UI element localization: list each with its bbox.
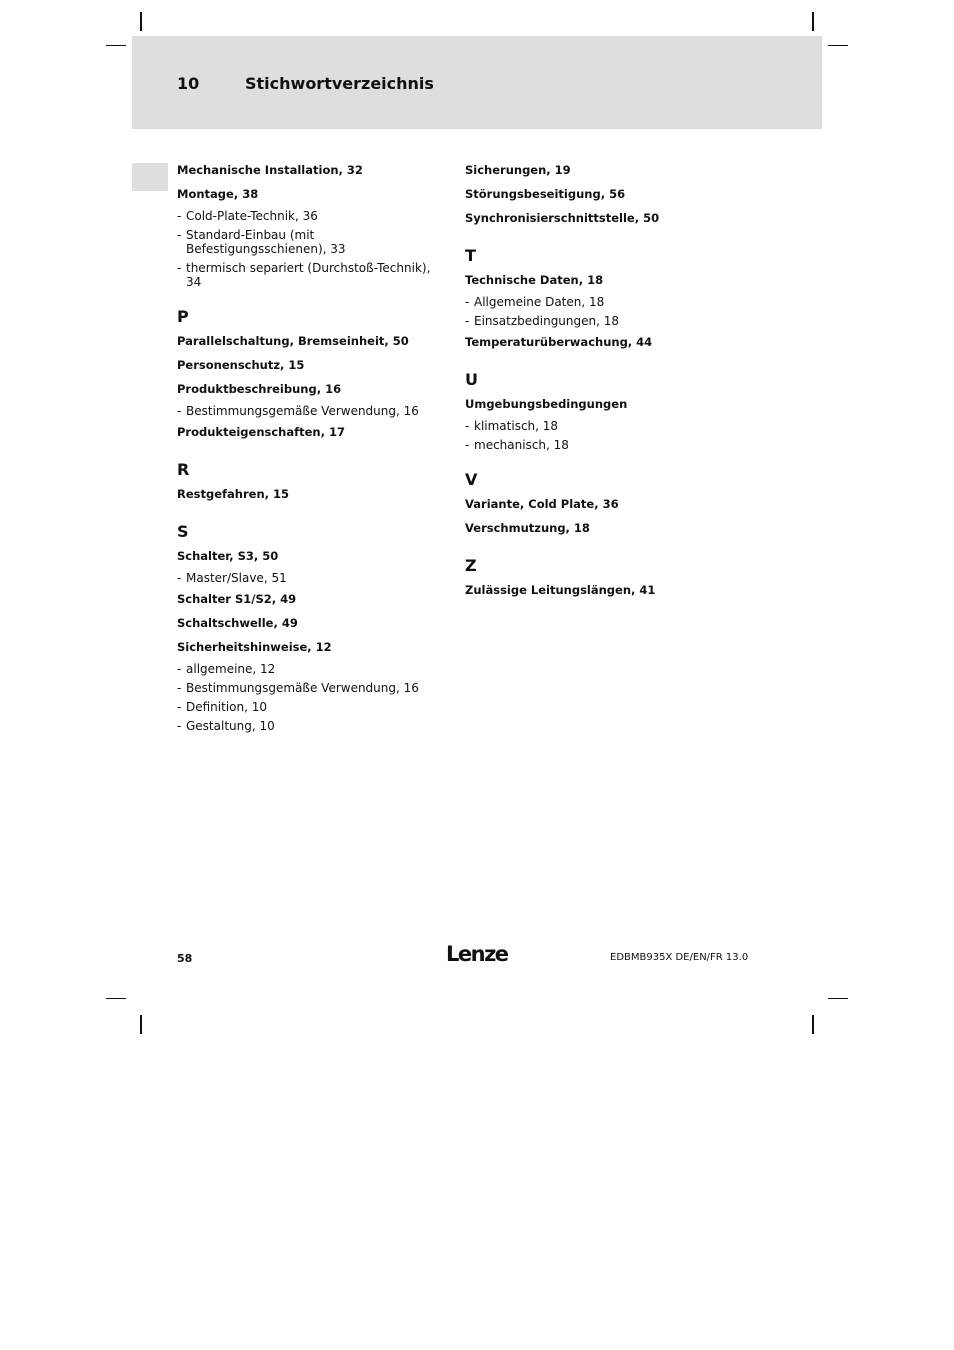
index-subentry: - Standard-Einbau (mit Befestigungsschienen), 33 (177, 228, 449, 256)
index-entry: Produktbeschreibung, 16 (177, 382, 342, 396)
index-subentry: - Bestimmungsgemäße Verwendung, 16 (177, 681, 449, 695)
index-letter-heading: P (177, 307, 189, 326)
section-tab-marker (132, 163, 168, 191)
index-letter-heading: U (465, 370, 478, 389)
index-entry: Personenschutz, 15 (177, 358, 305, 372)
crop-mark (812, 1015, 814, 1034)
index-letter-heading: T (465, 246, 476, 265)
index-subentry: - thermisch separiert (Durchstoß-Technik), 34 (177, 261, 449, 289)
page-number: 58 (177, 952, 193, 965)
index-letter-heading: Z (465, 556, 477, 575)
index-entry: Synchronisierschnittstelle, 50 (465, 211, 660, 225)
index-entry: Produkteigenschaften, 17 (177, 425, 345, 439)
index-subentry: - Gestaltung, 10 (177, 719, 449, 733)
crop-mark (140, 12, 142, 31)
header-band (132, 36, 822, 129)
index-entry: Montage, 38 (177, 187, 259, 201)
index-entry: Variante, Cold Plate, 36 (465, 497, 619, 511)
index-subentry: - mechanisch, 18 (465, 438, 737, 452)
index-subentry: - Cold-Plate-Technik, 36 (177, 209, 449, 223)
index-subentry: - Definition, 10 (177, 700, 449, 714)
index-letter-heading: V (465, 470, 478, 489)
index-subentry: - allgemeine, 12 (177, 662, 449, 676)
crop-mark (812, 12, 814, 31)
crop-mark (828, 45, 848, 46)
chapter-title: Stichwortverzeichnis (245, 74, 434, 93)
lenze-logo: Lenze (446, 942, 508, 966)
index-entry: Sicherheitshinweise, 12 (177, 640, 332, 654)
index-entry: Sicherungen, 19 (465, 163, 571, 177)
index-entry: Restgefahren, 15 (177, 487, 290, 501)
index-subentry: - Einsatzbedingungen, 18 (465, 314, 737, 328)
index-entry: Schaltschwelle, 49 (177, 616, 298, 630)
index-column-left (177, 161, 449, 738)
crop-mark (828, 998, 848, 999)
index-entry: Schalter S1/S2, 49 (177, 592, 297, 606)
index-entry: Schalter, S3, 50 (177, 549, 279, 563)
index-entry: Störungsbeseitigung, 56 (465, 187, 626, 201)
index-entry: Zulässige Leitungslängen, 41 (465, 583, 656, 597)
index-entry: Mechanische Installation, 32 (177, 163, 363, 177)
crop-mark (106, 45, 126, 46)
index-column-right (465, 161, 737, 605)
index-subentry: - klimatisch, 18 (465, 419, 737, 433)
chapter-number: 10 (177, 74, 200, 93)
index-subentry: - Allgemeine Daten, 18 (465, 295, 737, 309)
index-entry: Verschmutzung, 18 (465, 521, 590, 535)
index-letter-heading: S (177, 522, 189, 541)
index-letter-heading: R (177, 460, 190, 479)
crop-mark (140, 1015, 142, 1034)
document-id: EDBMB935X DE/EN/FR 13.0 (610, 952, 749, 963)
index-entry: Temperaturüberwachung, 44 (465, 335, 653, 349)
crop-mark (106, 998, 126, 999)
index-entry: Parallelschaltung, Bremseinheit, 50 (177, 334, 409, 348)
index-entry: Technische Daten, 18 (465, 273, 604, 287)
index-subentry: - Bestimmungsgemäße Verwendung, 16 (177, 404, 449, 418)
index-entry: Umgebungsbedingungen (465, 397, 628, 411)
index-subentry: - Master/Slave, 51 (177, 571, 449, 585)
